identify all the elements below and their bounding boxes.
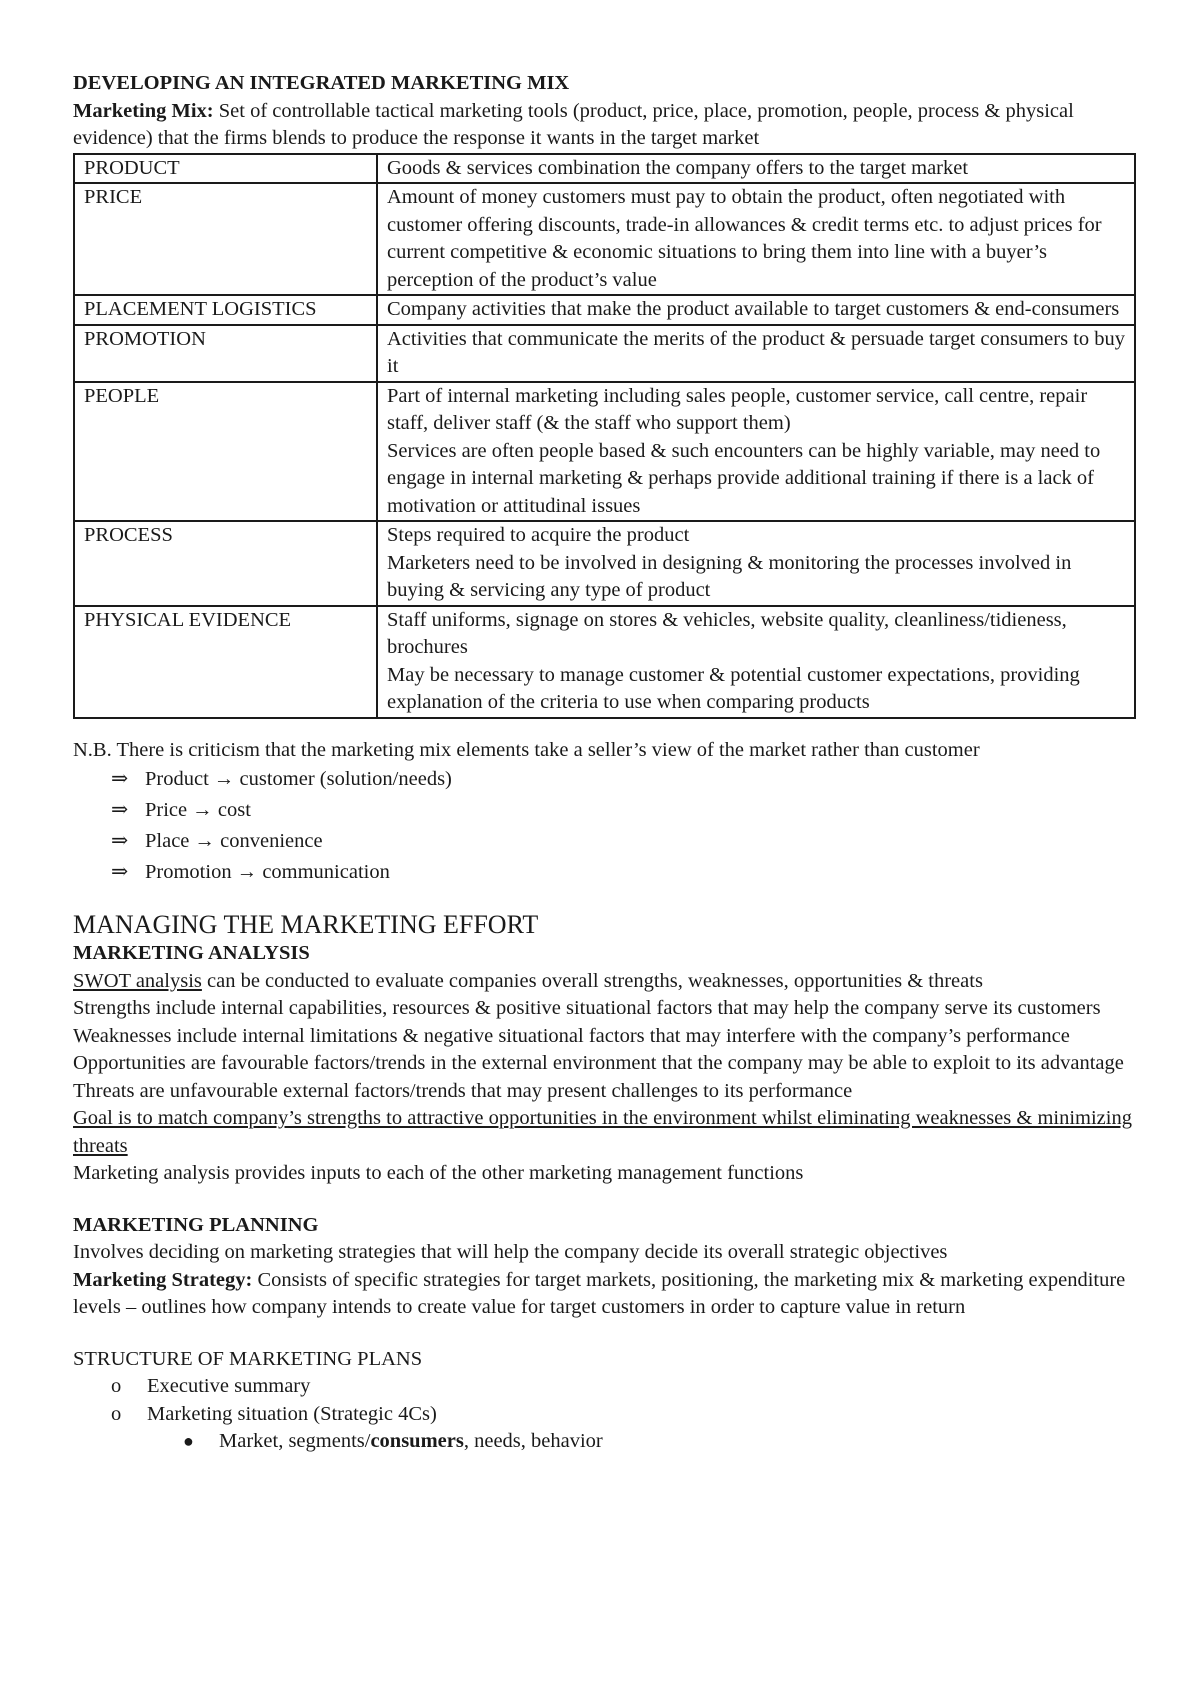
description-line: Steps required to acquire the product: [387, 524, 690, 546]
threats-text: Threats are unfavourable external factors/trends that may present challenges to its performance: [73, 1079, 853, 1102]
strengths-text: Strengths include internal capabilities, resources & positive situational factors that may help the company serve its customers: [73, 997, 1101, 1019]
structure-title: STRUCTURE OF MARKETING PLANS: [73, 1347, 423, 1370]
document-page: [73, 70, 1139, 1456]
list-item: ● Market, segments/consumers, needs, behavior: [183, 1428, 1139, 1456]
mix-element-description: [377, 606, 1135, 718]
table-row: [74, 295, 1135, 325]
double-arrow-icon: ⇒: [111, 799, 129, 821]
table-row: [74, 183, 1135, 295]
double-arrow-icon: ⇒: [111, 861, 129, 883]
mix-element-label: PHYSICAL EVIDENCE: [74, 606, 377, 718]
mix-element-label: PROMOTION: [74, 325, 377, 382]
description-line: Activities that communicate the merits of the product & persuade target consumers to buy it: [387, 327, 1125, 377]
opportunities-text: Opportunities are favourable factors/trends in the external environment that the company may be able to exploit to its advantage: [73, 1052, 1124, 1074]
nb-list: [73, 764, 1139, 888]
section-title: MANAGING THE MARKETING EFFORT: [73, 910, 539, 939]
table-row: [74, 521, 1135, 606]
circle-bullet-icon: o: [111, 1402, 122, 1425]
sub-list: [73, 1428, 1139, 1456]
bullet-icon: ●: [183, 1431, 194, 1451]
definition-term: Marketing Mix:: [73, 99, 214, 122]
mix-element-description: [377, 521, 1135, 606]
nb-note: N.B. There is criticism that the marketing mix elements take a seller’s view of the market rather than customer: [73, 738, 980, 761]
mix-element-label: PLACEMENT LOGISTICS: [74, 295, 377, 325]
mix-element-label: PEOPLE: [74, 382, 377, 522]
mix-element-label: PRODUCT: [74, 154, 377, 184]
description-line: Services are often people based & such encounters can be highly variable, may need to engage in internal marketing & perhaps provide additional training if there is a lack of motivation or attitudinal issues: [387, 439, 1101, 517]
table-row: [74, 325, 1135, 382]
goal-text: Goal is to match company’s strengths to attractive opportunities in the environment whilst eliminating weaknesses & minimizing threats: [73, 1107, 1132, 1157]
weaknesses-text: Weaknesses include internal limitations & negative situational factors that may interfere with the company’s performance: [73, 1024, 1070, 1047]
mix-element-label: PROCESS: [74, 521, 377, 606]
structure-list: [73, 1373, 1139, 1428]
list-item: ⇒ Product → customer (solution/needs): [111, 764, 1139, 795]
list-item: ⇒ Price → cost: [111, 795, 1139, 826]
subsection-title: MARKETING PLANNING: [73, 1213, 319, 1236]
list-item: ⇒ Place → convenience: [111, 826, 1139, 857]
mix-element-description: [377, 325, 1135, 382]
double-arrow-icon: ⇒: [111, 830, 129, 852]
swot-term: SWOT analysis: [73, 969, 202, 992]
mix-element-description: [377, 295, 1135, 325]
list-item: ⇒ Promotion → communication: [111, 857, 1139, 888]
mix-element-description: [377, 154, 1135, 184]
list-item: o Marketing situation (Strategic 4Cs): [111, 1401, 1139, 1429]
subsection-title: MARKETING ANALYSIS: [73, 942, 310, 964]
description-line: Amount of money customers must pay to obtain the product, often negotiated with customer offering discounts, trade-in allowances & credit terms etc. to adjust prices for current competitive & economic situations to bring them into line with a buyer’s perception of the product’s value: [387, 186, 1102, 291]
table-row: [74, 154, 1135, 184]
description-line: Part of internal marketing including sales people, customer service, call centre, repair staff, deliver staff (& the staff who support them): [387, 384, 1088, 434]
section-title: DEVELOPING AN INTEGRATED MARKETING MIX: [73, 72, 570, 94]
mix-element-label: PRICE: [74, 183, 377, 295]
swot-intro: SWOT analysis can be conducted to evaluate companies overall strengths, weaknesses, opportunities & threats: [73, 969, 983, 992]
description-line: May be necessary to manage customer & potential customer expectations, providing explanation of the criteria to use when comparing products: [387, 663, 1080, 713]
double-arrow-icon: ⇒: [111, 768, 129, 790]
description-line: Marketers need to be involved in designing & monitoring the processes involved in buying & servicing any type of product: [387, 551, 1072, 601]
circle-bullet-icon: o: [111, 1375, 122, 1397]
mix-element-description: [377, 382, 1135, 522]
list-item: o Executive summary: [111, 1373, 1139, 1401]
marketing-mix-table: [73, 153, 1136, 719]
table-row: [74, 606, 1135, 718]
marketing-mix-definition: [73, 98, 1139, 153]
mix-element-description: [377, 183, 1135, 295]
strategy-definition: Marketing Strategy: Consists of specific strategies for target markets, positioning, the marketing mix & marketing expenditure levels – outlines how company intends to create value for target customers in order to capture value in return: [73, 1268, 1126, 1318]
description-line: Goods & services combination the company offers to the target market: [387, 156, 969, 179]
analysis-inputs-text: Marketing analysis provides inputs to each of the other marketing management functions: [73, 1162, 804, 1184]
description-line: Staff uniforms, signage on stores & vehicles, website quality, cleanliness/tidieness, brochures: [387, 608, 1067, 658]
description-line: Company activities that make the product available to target customers & end-consumers: [387, 298, 1120, 320]
definition-term: Marketing Strategy:: [73, 1268, 253, 1291]
planning-text: Involves deciding on marketing strategies that will help the company decide its overall strategic objectives: [73, 1241, 948, 1263]
table-row: [74, 382, 1135, 522]
definition-text: Set of controllable tactical marketing tools (product, price, place, promotion, people, process & physical evidence) that the firms blends to produce the response it wants in the target market: [73, 99, 1074, 149]
